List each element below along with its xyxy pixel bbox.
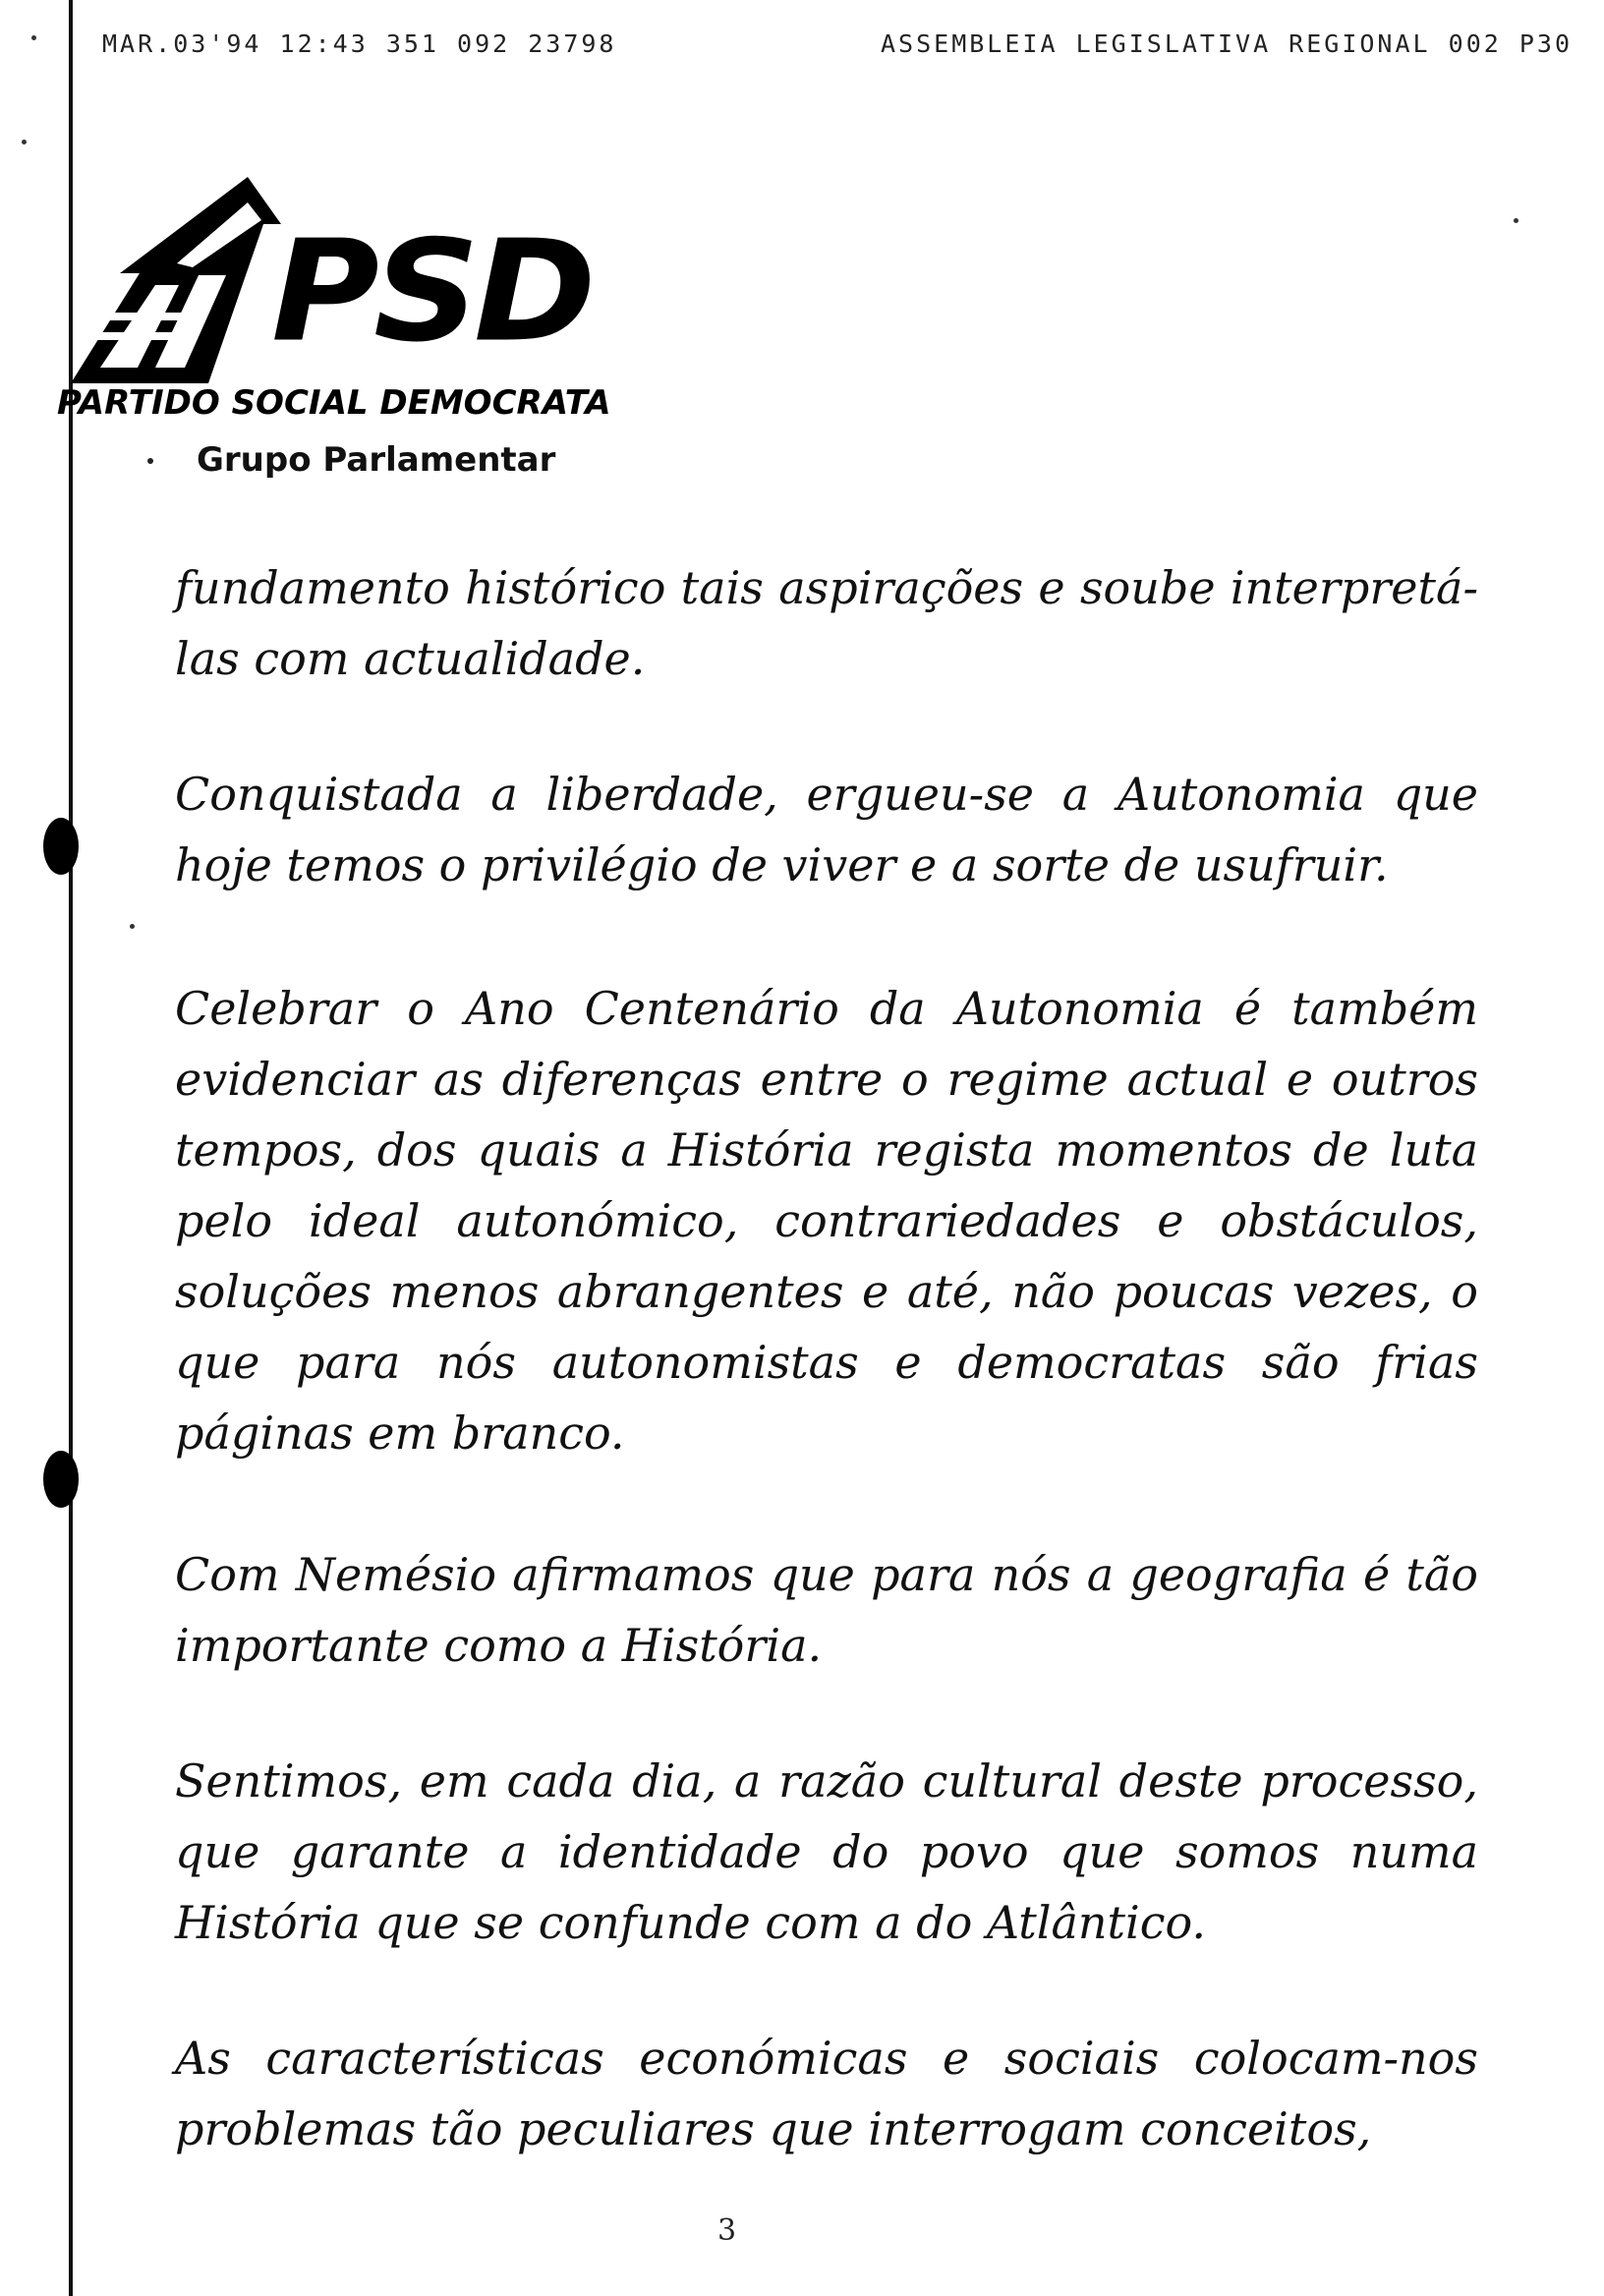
paragraph: fundamento histórico tais aspirações e soube interpretá-las com actualidade.: [175, 561, 1478, 685]
page-number: 3: [717, 2213, 737, 2248]
punch-hole: [43, 1451, 79, 1508]
parliamentary-group: Grupo Parlamentar: [197, 440, 556, 480]
paragraph: Sentimos, em cada dia, a razão cultural deste processo, que garante a identidade do povo que somos numa História que se confunde com a do Atlântico.: [175, 1754, 1478, 1949]
scan-speck: [130, 924, 135, 929]
scan-speck: [1514, 218, 1518, 223]
fax-header-recipient: ASSEMBLEIA LEGISLATIVA REGIONAL 002 P30: [881, 29, 1573, 58]
paragraph: Celebrar o Ano Centenário da Autonomia é também evidenciar as diferenças entre o regime actual e outros tempos, dos quais a História regista momentos de luta pelo ideal autonómico, contrariedades e obstáculos, soluções menos abrangentes e até, não poucas vezes, o que para nós autonomistas e democratas são frias páginas em branco.: [175, 982, 1478, 1460]
paragraph: Com Nemésio afirmamos que para nós a geografia é tão importante como a História.: [175, 1548, 1478, 1672]
scan-speck: [22, 140, 27, 144]
logo-wordmark: PSD: [271, 210, 591, 373]
scan-speck: [31, 35, 36, 40]
bullet-dot-icon: [147, 458, 153, 464]
paragraph: As características económicas e sociais colocam-nos problemas tão peculiares que interrogam conceitos,: [175, 2032, 1478, 2155]
paragraph: Conquistada a liberdade, ergueu-se a Autonomia que hoje temos o privilégio de viver e a sorte de usufruir.: [175, 768, 1478, 891]
punch-hole: [43, 818, 79, 875]
fax-header-sender: MAR.03'94 12:43 351 092 23798: [102, 29, 617, 58]
fax-header: [0, 29, 1604, 69]
party-name: PARTIDO SOCIAL DEMOCRATA: [57, 383, 611, 423]
